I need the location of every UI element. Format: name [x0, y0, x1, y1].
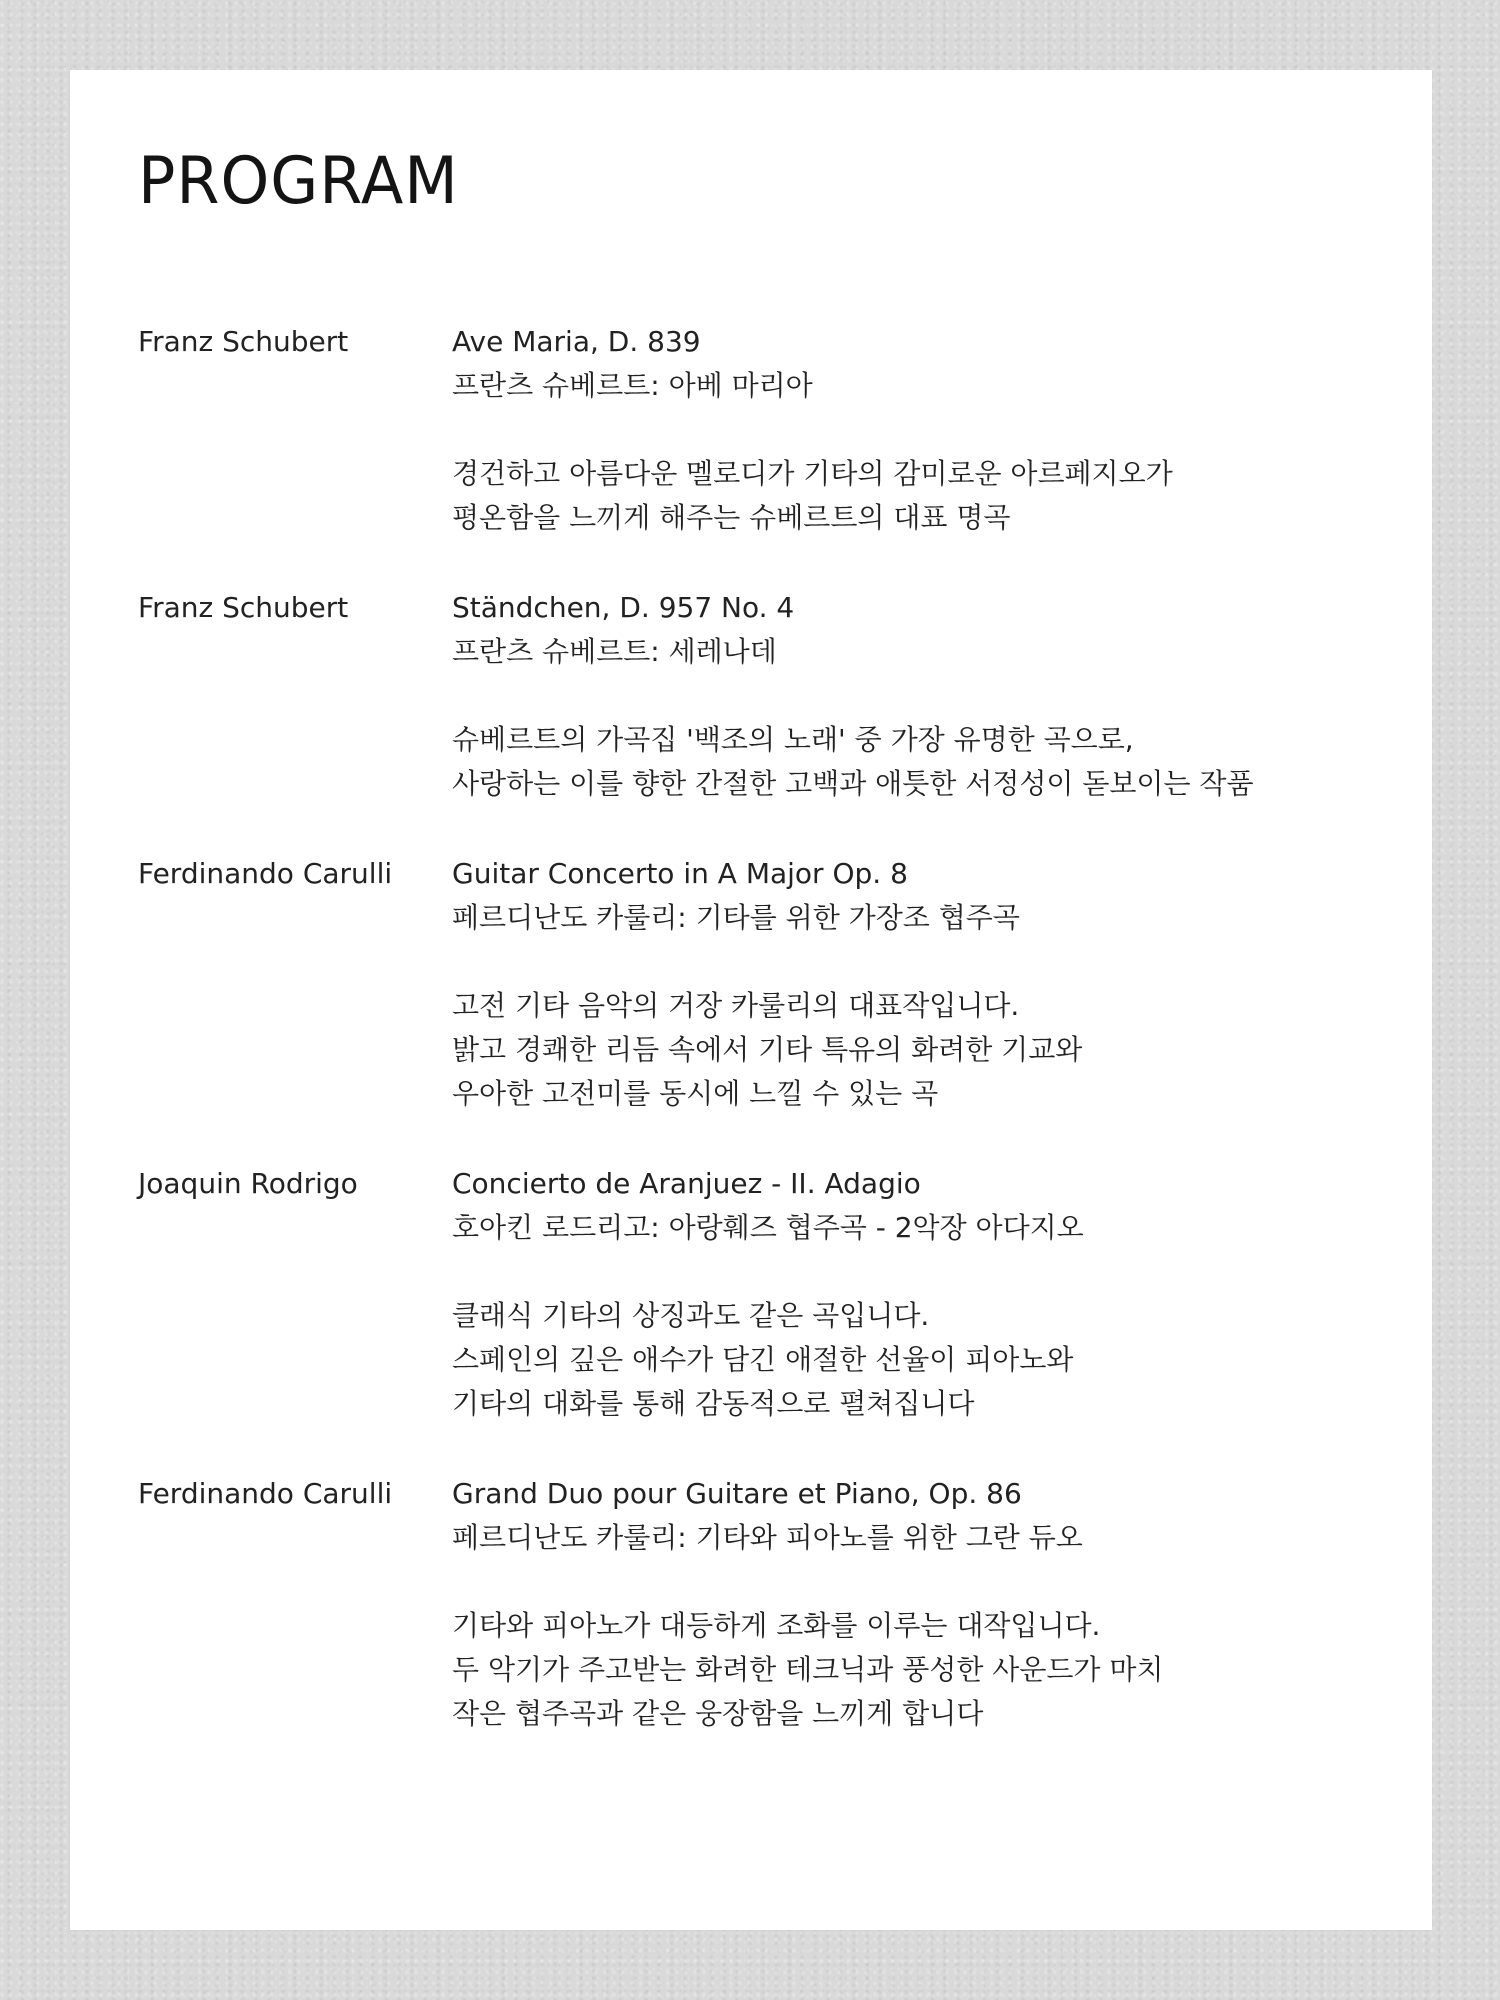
- piece-details: [452, 1472, 1372, 1736]
- piece-details: [452, 320, 1372, 540]
- description-line: 고전 기타 음악의 거장 카룰리의 대표작입니다.: [452, 989, 1020, 1022]
- piece-description: [452, 1604, 1372, 1736]
- description-line: 작은 협주곡과 같은 웅장함을 느끼게 합니다: [452, 1697, 984, 1730]
- composer-name: Ferdinando Carulli: [138, 1477, 393, 1510]
- piece-korean-title: 페르디난도 카룰리: 기타와 피아노를 위한 그란 듀오: [452, 1521, 1083, 1554]
- piece-details: [452, 586, 1372, 806]
- piece-title: Ave Maria, D. 839: [452, 325, 701, 358]
- piece-title: Concierto de Aranjuez - II. Adagio: [452, 1167, 921, 1200]
- description-line: 경건하고 아름다운 멜로디가 기타의 감미로운 아르페지오가: [452, 457, 1173, 490]
- piece-korean-title: 호아킨 로드리고: 아랑훼즈 협주곡 - 2악장 아다지오: [452, 1211, 1084, 1244]
- description-line: 슈베르트의 가곡집 '백조의 노래' 중 가장 유명한 곡으로,: [452, 723, 1134, 756]
- composer-name: Franz Schubert: [138, 325, 349, 358]
- piece-title: Guitar Concerto in A Major Op. 8: [452, 857, 908, 890]
- description-line: 스페인의 깊은 애수가 담긴 애절한 선율이 피아노와: [452, 1343, 1074, 1376]
- piece-title: Ständchen, D. 957 No. 4: [452, 591, 795, 624]
- program-sheet: [70, 70, 1432, 1930]
- description-line: 기타의 대화를 통해 감동적으로 펼쳐집니다: [452, 1387, 975, 1420]
- description-line: 사랑하는 이를 향한 간절한 고백과 애틋한 서정성이 돋보이는 작품: [452, 767, 1254, 800]
- composer-name: Ferdinando Carulli: [138, 857, 393, 890]
- description-line: 클래식 기타의 상징과도 같은 곡입니다.: [452, 1299, 930, 1332]
- piece-korean-title: 프란츠 슈베르트: 아베 마리아: [452, 369, 813, 402]
- description-line: 밝고 경쾌한 리듬 속에서 기타 특유의 화려한 기교와: [452, 1033, 1083, 1066]
- description-line: 우아한 고전미를 동시에 느낄 수 있는 곡: [452, 1077, 939, 1110]
- piece-details: [452, 1162, 1372, 1426]
- piece-description: [452, 452, 1372, 540]
- description-line: 두 악기가 주고받는 화려한 테크닉과 풍성한 사운드가 마치: [452, 1653, 1164, 1686]
- piece-title: Grand Duo pour Guitare et Piano, Op. 86: [452, 1477, 1022, 1510]
- piece-korean-title: 페르디난도 카룰리: 기타를 위한 가장조 협주곡: [452, 901, 1020, 934]
- page-title: PROGRAM: [138, 142, 459, 219]
- description-line: 기타와 피아노가 대등하게 조화를 이루는 대작입니다.: [452, 1609, 1101, 1642]
- composer-name: Joaquin Rodrigo: [138, 1167, 358, 1200]
- piece-description: [452, 984, 1372, 1116]
- piece-korean-title: 프란츠 슈베르트: 세레나데: [452, 635, 777, 668]
- composer-name: Franz Schubert: [138, 591, 349, 624]
- piece-details: [452, 852, 1372, 1116]
- piece-description: [452, 1294, 1372, 1426]
- description-line: 평온함을 느끼게 해주는 슈베르트의 대표 명곡: [452, 501, 1011, 534]
- piece-description: [452, 718, 1372, 806]
